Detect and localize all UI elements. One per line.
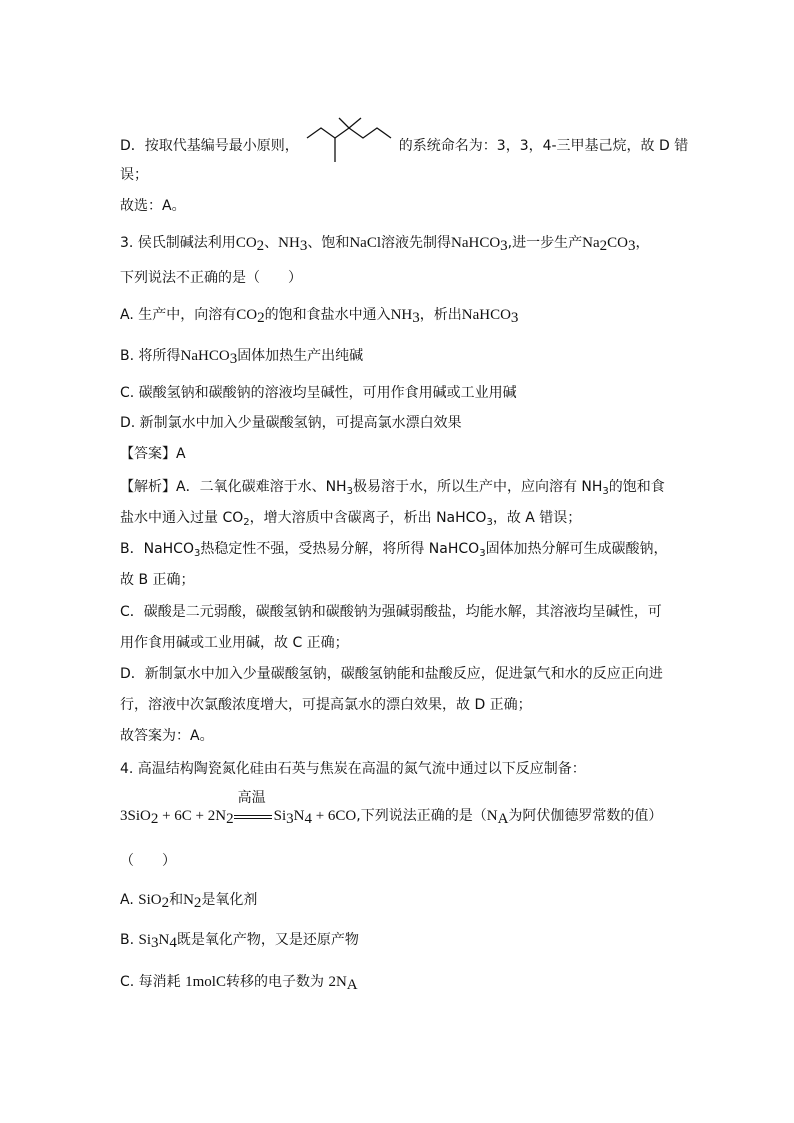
q2-option-d: D．按取代基编号最小原则， 的系统命名为：3，3，4-三甲基己烷，故 D 错 <box>120 116 688 176</box>
q3-analysis-line9: 故答案为：A。 <box>120 728 214 744</box>
q4-option-c: C. 每消耗 1molC转移的电子数为 $2N_A$ <box>120 974 358 993</box>
q4-option-b: B. $Si_3N_4$既是氧化产物，又是还原产物 <box>120 932 359 951</box>
q3-analysis-line3: B．NaHCO$_3$热稳定性不强，受热易分解，将所得 NaHCO$_3$固体加热分解可生成碳酸钠， <box>120 541 668 559</box>
q3-option-a: A. 生产中，向溶有$CO_2$的饱和食盐水中通入$NH_3$，析出NaHCO$_3$ <box>120 307 519 326</box>
q2-selection: 故选：A。 <box>120 198 186 214</box>
q4-option-a: A. SiO$_2$和$N_2$是氧化剂 <box>120 892 258 911</box>
q3-analysis-line4: 故 B 正确； <box>120 572 195 588</box>
q4-answer-paren: （ ） <box>120 853 176 869</box>
q3-analysis-line2: 盐水中通入过量 $CO_2$，增大溶质中含碳离子，析出 NaHCO$_3$，故 A 错误； <box>120 510 582 528</box>
q4-stem-line1: 4. 高温结构陶瓷氮化硅由石英与焦炭在高温的氮气流中通过以下反应制备： <box>120 761 586 777</box>
q3-option-b: B. 将所得NaHCO$_3$固体加热生产出纯碱 <box>120 348 364 367</box>
q3-answer: 【答案】A <box>120 446 186 462</box>
q3-stem-line1: 3. 侯氏制碱法利用$CO_2$、$NH_3$、饱和NaCl溶液先制得NaHCO$_3$,进一步生产$Na_2CO_3$， <box>120 235 650 254</box>
q3-stem-line2: 下列说法不正确的是（ ） <box>120 270 302 286</box>
q3-analysis-line1: 【解析】A．二氧化碳难溶于水、$NH_3$极易溶于水，所以生产中，应向溶有 $NH_3$的饱和食 <box>120 479 665 497</box>
q3-analysis-line8: 行，溶液中次氯酸浓度增大，可提高氯水的漂白效果，故 D 正确； <box>120 697 532 713</box>
q4-equation-line: $3SiO_2 + 6C + 2N_2$ 高温 $Si_3N_4 + 6CO$,下列说法正确的是（$N_A$为阿伏伽德罗常数的值） <box>120 790 663 827</box>
q3-analysis-line7: D．新制氯水中加入少量碳酸氢钠，碳酸氢钠能和盐酸反应，促进氯气和水的反应正向进 <box>120 666 663 682</box>
q2-option-d-cont: 误； <box>120 167 148 183</box>
q3-analysis-line6: 用作食用碱或工业用碱，故 C 正确； <box>120 635 349 651</box>
reaction-arrow: 高温 <box>234 806 274 826</box>
q3-analysis-line5: C．碳酸是二元弱酸，碳酸氢钠和碳酸钠为强碱弱酸盐，均能水解，其溶液均呈碱性，可 <box>120 604 662 620</box>
q3-option-d: D. 新制氯水中加入少量碳酸氢钠，可提高氯水漂白效果 <box>120 415 462 431</box>
q3-option-c: C. 碳酸氢钠和碳酸钠的溶液均呈碱性，可用作食用碱或工业用碱 <box>120 385 517 401</box>
skeletal-formula-icon <box>303 116 395 176</box>
